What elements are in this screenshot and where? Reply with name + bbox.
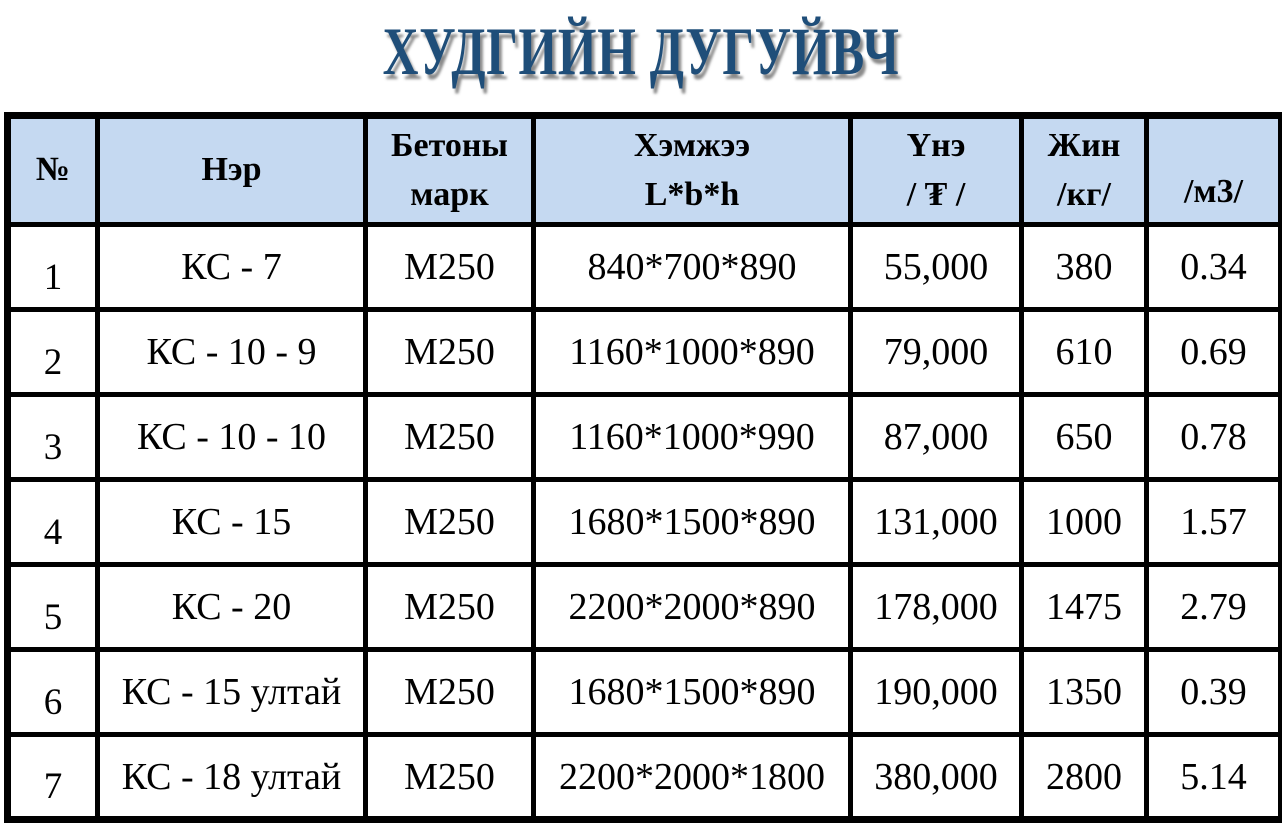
cell-price: 380,000 (851, 735, 1022, 820)
table-row (8, 480, 1282, 565)
cell-volume: 0.39 (1147, 650, 1282, 735)
cell-name: КС - 7 (98, 225, 366, 310)
cell-concrete-mark: М250 (366, 480, 534, 565)
cell-size: 2200*2000*890 (534, 565, 851, 650)
cell-price: 87,000 (851, 395, 1022, 480)
cell-name: КС - 15 (98, 480, 366, 565)
cell-name: КС - 15 ултай (98, 650, 366, 735)
cell-weight: 1350 (1022, 650, 1147, 735)
cell-volume: 0.34 (1147, 225, 1282, 310)
cell-concrete-mark: М250 (366, 310, 534, 395)
col-header-size: Хэмжээ L*b*h (534, 116, 851, 225)
col-header-concrete-mark: Бетоны марк (366, 116, 534, 225)
cell-name: КС - 20 (98, 565, 366, 650)
cell-weight: 1475 (1022, 565, 1147, 650)
cell-name: КС - 10 - 10 (98, 395, 366, 480)
table-row (8, 565, 1282, 650)
col-header-weight: Жин /кг/ (1022, 116, 1147, 225)
cell-concrete-mark: М250 (366, 735, 534, 820)
col-header-volume: /м3/ (1147, 116, 1282, 225)
cell-weight: 650 (1022, 395, 1147, 480)
cell-number: 5 (8, 565, 98, 650)
page-header (0, 12, 1282, 104)
cell-volume: 1.57 (1147, 480, 1282, 565)
cell-size: 2200*2000*1800 (534, 735, 851, 820)
cell-size: 1160*1000*890 (534, 310, 851, 395)
cell-number: 1 (8, 225, 98, 310)
cell-price: 131,000 (851, 480, 1022, 565)
table-row (8, 310, 1282, 395)
table-row (8, 650, 1282, 735)
table-row (8, 225, 1282, 310)
cell-price: 79,000 (851, 310, 1022, 395)
cell-price: 178,000 (851, 565, 1022, 650)
col-header-name (98, 116, 366, 225)
table-header-row (8, 116, 1282, 225)
well-ring-price-table (4, 112, 1282, 823)
cell-price: 55,000 (851, 225, 1022, 310)
col-header-price: Үнэ / ₮ / (851, 116, 1022, 225)
cell-number: 4 (8, 480, 98, 565)
cell-volume: 2.79 (1147, 565, 1282, 650)
cell-concrete-mark: М250 (366, 225, 534, 310)
cell-concrete-mark: М250 (366, 650, 534, 735)
cell-volume: 0.69 (1147, 310, 1282, 395)
table-row (8, 735, 1282, 820)
cell-price: 190,000 (851, 650, 1022, 735)
cell-number: 2 (8, 310, 98, 395)
cell-size: 1160*1000*990 (534, 395, 851, 480)
cell-weight: 2800 (1022, 735, 1147, 820)
cell-weight: 380 (1022, 225, 1147, 310)
page-title: ХУДГИЙН ДУГУЙВЧ (382, 13, 900, 89)
cell-name: КС - 10 - 9 (98, 310, 366, 395)
cell-concrete-mark: М250 (366, 565, 534, 650)
cell-number: 3 (8, 395, 98, 480)
cell-number: 7 (8, 735, 98, 820)
cell-size: 1680*1500*890 (534, 650, 851, 735)
col-header-name-label: Нэр (201, 151, 262, 189)
cell-name: КС - 18 ултай (98, 735, 366, 820)
cell-weight: 1000 (1022, 480, 1147, 565)
table-row (8, 395, 1282, 480)
cell-volume: 5.14 (1147, 735, 1282, 820)
col-header-number-label: № (35, 151, 71, 189)
cell-number: 6 (8, 650, 98, 735)
cell-size: 1680*1500*890 (534, 480, 851, 565)
col-header-number (8, 116, 98, 225)
cell-concrete-mark: М250 (366, 395, 534, 480)
cell-size: 840*700*890 (534, 225, 851, 310)
cell-weight: 610 (1022, 310, 1147, 395)
cell-volume: 0.78 (1147, 395, 1282, 480)
